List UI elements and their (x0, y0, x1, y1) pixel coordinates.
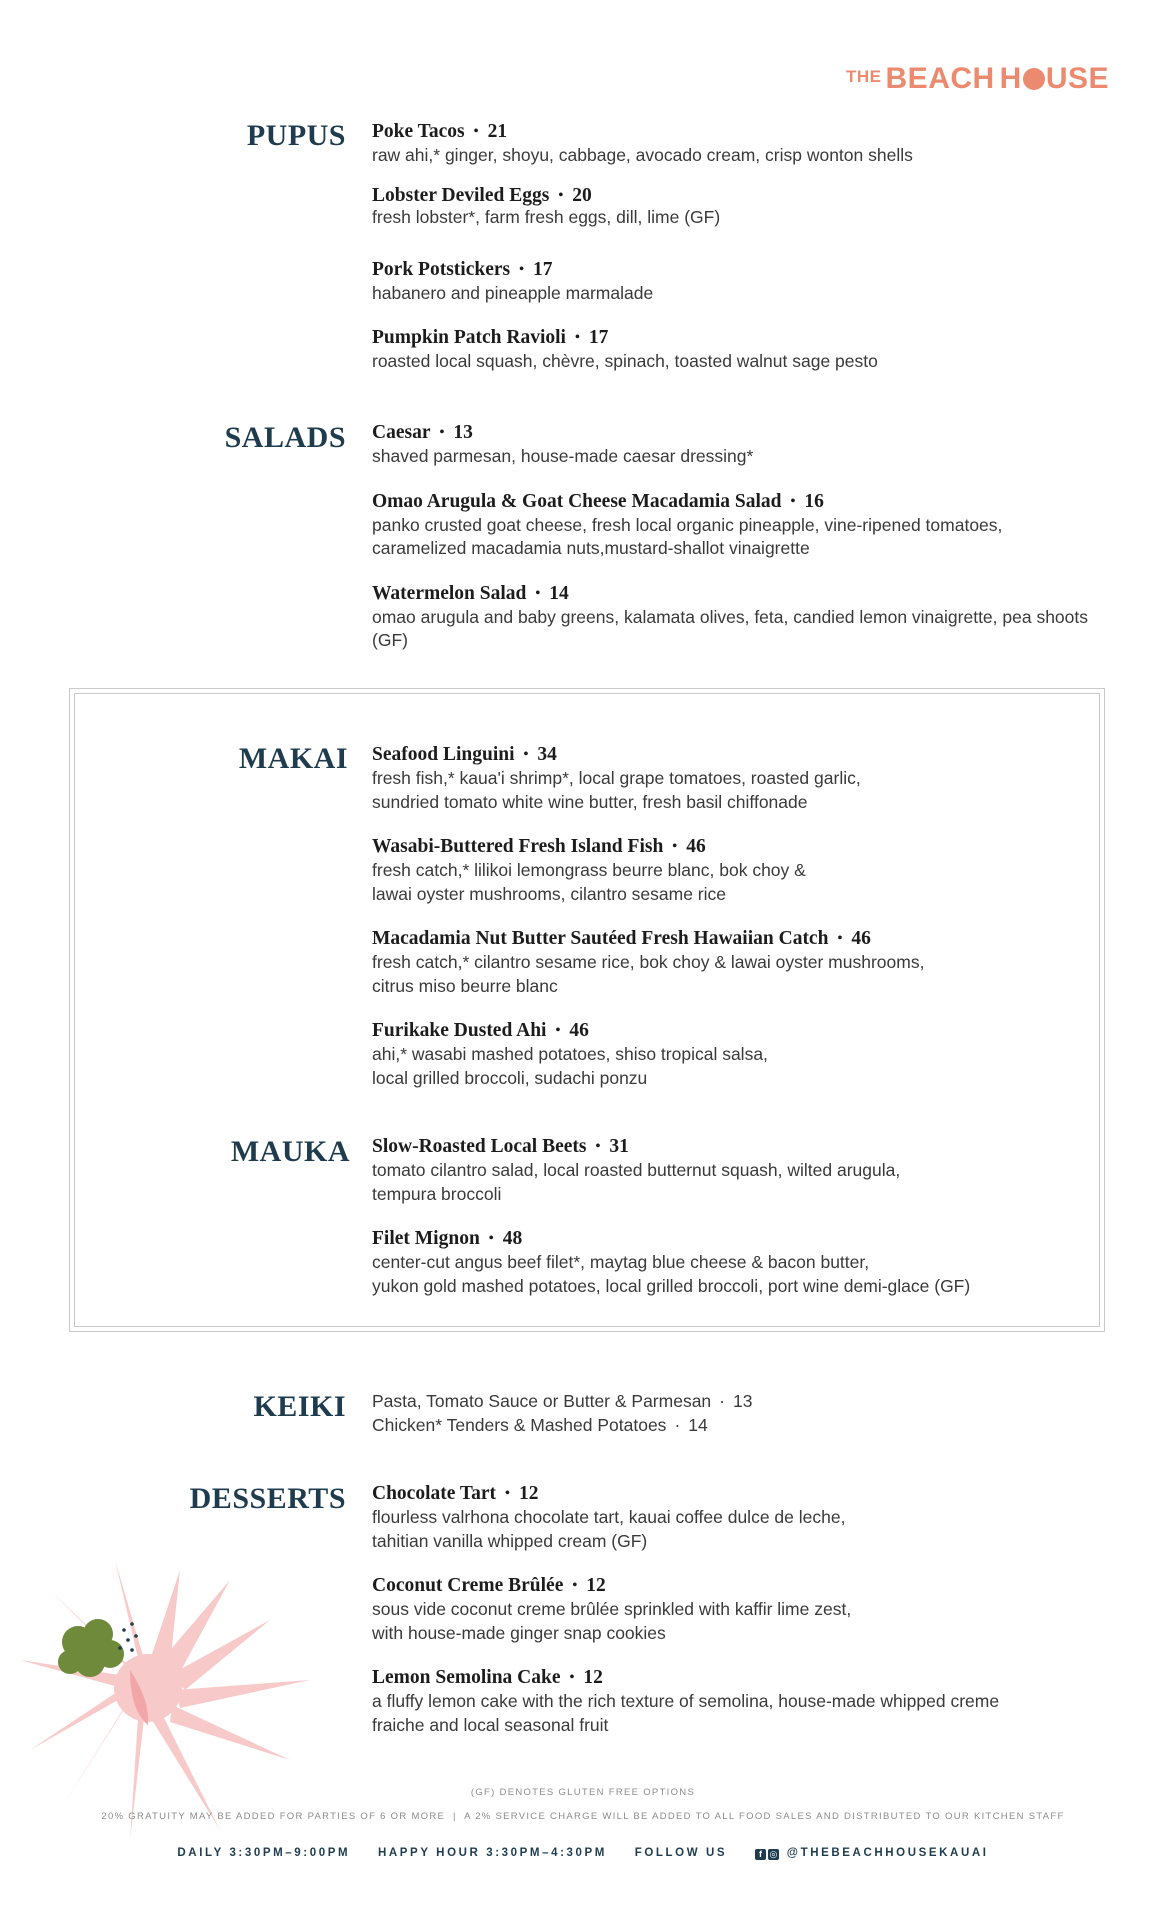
shell-icon (1023, 68, 1045, 90)
menu-item: Lemon Semolina Cake • 12 a fluffy lemon cake with the rich texture of semolina, house-made whipped creme fraiche and local seasonal fruit (372, 1666, 1092, 1737)
item-desc: roasted local squash, chèvre, spinach, toasted walnut sage pesto (372, 351, 878, 371)
logo-beach: BEACH (885, 62, 995, 95)
item-desc: tempura broccoli (372, 1183, 502, 1204)
item-desc: a fluffy lemon cake with the rich texture of semolina, house-made whipped creme (372, 1691, 1000, 1711)
item-price: 46 (569, 1020, 589, 1041)
menu-item: Coconut Creme Brûlée • 12 sous vide coconut creme brûlée sprinkled with kaffir lime zest, with house-made ginger snap cookies (372, 1574, 1092, 1645)
item-desc: center-cut angus beef filet*, maytag blue cheese & bacon butter, (372, 1252, 870, 1272)
footer-follow: FOLLOW US (634, 1847, 728, 1859)
item-price: 13 (453, 422, 473, 443)
item-price: 48 (502, 1228, 523, 1249)
item-price: 20 (572, 184, 592, 206)
item-desc: fresh catch,* cilantro sesame rice, bok choy & lawai oyster mushrooms, (372, 952, 925, 972)
footer-happy-hour: HAPPY HOUR 3:30PM–4:30PM (377, 1847, 607, 1859)
item-name: Chocolate Tart (372, 1483, 497, 1504)
section-heading: MAUKA (230, 1135, 350, 1168)
item-name: Filet Mignon (372, 1228, 480, 1249)
item-desc: shaved parmesan, house-made caesar dressing* (372, 446, 754, 466)
menu-item: Pork Potstickers • 17 habanero and pineapple marmalade (372, 258, 1092, 306)
instagram-icon[interactable]: ◎ (769, 1849, 778, 1859)
menu-item: Pumpkin Patch Ravioli • 17 roasted local squash, chèvre, spinach, toasted walnut sage pesto (372, 326, 1092, 374)
item-desc: fraiche and local seasonal fruit (372, 1714, 609, 1735)
menu-item: Chocolate Tart • 12 flourless valrhona chocolate tart, kauai coffee dulce de leche, tahitian vanilla whipped cream (GF) (372, 1482, 1092, 1553)
section-heading: SALADS (224, 421, 346, 454)
leaf-cluster (58, 1619, 124, 1677)
item-name: Pasta, Tomato Sauce or Butter & Parmesan (372, 1391, 712, 1411)
item-desc: panko crusted goat cheese, fresh local organic pineapple, vine-ripened tomatoes, caramelized macadamia nuts,mustard-shallot vinaigrette (372, 514, 1003, 558)
item-desc: tahitian vanilla whipped cream (GF) (372, 1530, 648, 1551)
item-price: 17 (533, 258, 553, 280)
item-desc: fresh catch,* lilikoi lemongrass beurre blanc, bok choy & (372, 860, 806, 880)
item-name: Macadamia Nut Butter Sautéed Fresh Hawaiian Catch (372, 928, 829, 949)
menu-item: Omao Arugula & Goat Cheese Macadamia Salad • 16 panko crusted goat cheese, fresh local organic pineapple, vine-ripened tomatoes, caramelized macadamia nuts,mustard-shallot vinaigrette (372, 490, 1092, 561)
section-heading: KEIKI (253, 1390, 346, 1423)
item-desc: citrus miso beurre blanc (372, 975, 558, 996)
item-desc: local grilled broccoli, sudachi ponzu (372, 1067, 648, 1088)
item-name: Chicken* Tenders & Mashed Potatoes (372, 1414, 667, 1435)
seed-dots (118, 1622, 138, 1652)
item-name: Coconut Creme Brûlée (372, 1575, 564, 1596)
section-heading: PUPUS (246, 119, 346, 152)
item-desc: ahi,* wasabi mashed potatoes, shiso tropical salsa, (372, 1044, 768, 1064)
palm-leaf-decoration (20, 1560, 310, 1840)
item-desc: sundried tomato white wine butter, fresh basil chiffonade (372, 791, 808, 812)
section-heading: MAKAI (238, 742, 348, 775)
menu-item: Filet Mignon • 48 center-cut angus beef filet*, maytag blue cheese & bacon butter, yukon gold mashed potatoes, local grilled broccoli, port wine demi-glace (GF) (372, 1227, 1092, 1298)
item-desc: tomato cilantro salad, local roasted butternut squash, wilted arugula, (372, 1160, 901, 1180)
item-desc: raw ahi,* ginger, shoyu, cabbage, avocado cream, crisp wonton shells (372, 145, 913, 165)
item-price: 12 (518, 1483, 539, 1504)
item-desc: with house-made ginger snap cookies (372, 1622, 666, 1643)
menu-item: Lobster Deviled Eggs • 20 fresh lobster*, farm fresh eggs, dill, lime (GF) (372, 184, 1092, 227)
menu-item: Seafood Linguini • 34 fresh fish,* kaua'i shrimp*, local grape tomatoes, roasted garlic, sundried tomato white wine butter, fresh basil chiffonade (372, 743, 1092, 814)
menu-item: Caesar • 13 shaved parmesan, house-made caesar dressing* (372, 421, 1092, 469)
item-name: Omao Arugula & Goat Cheese Macadamia Salad (372, 490, 782, 512)
item-desc: omao arugula and baby greens, kalamata olives, feta, candied lemon vinaigrette, pea shoots (GF) (372, 606, 1089, 650)
plumeria-decoration (20, 1550, 320, 1850)
menu-item: Slow-Roasted Local Beets • 31 tomato cilantro salad, local roasted butternut squash, wilted arugula, tempura broccoli (372, 1135, 1092, 1206)
footer (0, 1847, 1166, 1860)
item-desc: habanero and pineapple marmalade (372, 282, 654, 303)
item-price: 14 (549, 582, 569, 604)
item-price: 31 (609, 1136, 629, 1157)
menu-item: Macadamia Nut Butter Sautéed Fresh Hawaiian Catch • 46 fresh catch,* cilantro sesame rice, bok choy & lawai oyster mushrooms, citrus miso beurre blanc (372, 927, 1092, 998)
item-price: 46 (686, 836, 706, 857)
item-name: Caesar (372, 422, 431, 443)
facebook-icon[interactable]: f (755, 1849, 766, 1860)
item-desc: lawai oyster mushrooms, cilantro sesame rice (372, 883, 727, 904)
item-price: 13 (733, 1391, 753, 1411)
brand-logo (846, 62, 1109, 96)
item-price: 21 (487, 121, 508, 142)
logo-the: THE (846, 67, 882, 86)
footer-handle[interactable]: @THEBEACHHOUSEKAUAI (786, 1847, 989, 1859)
item-price: 16 (804, 490, 824, 512)
item-name: Pumpkin Patch Ravioli (372, 327, 566, 348)
logo-house-rest: USE (1045, 62, 1109, 95)
item-name: Slow-Roasted Local Beets (372, 1136, 587, 1157)
item-desc: flourless valrhona chocolate tart, kauai coffee dulce de leche, (372, 1507, 846, 1527)
gluten-free-note: (GF) DENOTES GLUTEN FREE OPTIONS (470, 1787, 696, 1798)
item-name: Pork Potstickers (372, 258, 511, 280)
item-price: 14 (688, 1414, 708, 1435)
menu-item: Furikake Dusted Ahi • 46 ahi,* wasabi mashed potatoes, shiso tropical salsa, local grilled broccoli, sudachi ponzu (372, 1019, 1092, 1090)
keiki-item: Chicken* Tenders & Mashed Potatoes · 14 (372, 1414, 708, 1435)
menu-item: Watermelon Salad • 14 omao arugula and baby greens, kalamata olives, feta, candied lemon vinaigrette, pea shoots (GF) (372, 582, 1092, 653)
item-desc: yukon gold mashed potatoes, local grilled broccoli, port wine demi-glace (GF) (372, 1275, 971, 1296)
item-name: Lobster Deviled Eggs (372, 184, 550, 206)
logo-house-h: H (999, 62, 1022, 95)
gratuity-note: 20% GRATUITY MAY BE ADDED FOR PARTIES OF 6 OR MORE | A 2% SERVICE CHARGE WILL BE ADDED TO ALL FOOD SALES AND DISTRIBUTED TO OUR KITCHEN STAFF (101, 1811, 1065, 1822)
item-desc: fresh fish,* kaua'i shrimp*, local grape tomatoes, roasted garlic, (372, 768, 861, 788)
item-name: Poke Tacos (372, 121, 465, 142)
item-name: Seafood Linguini (372, 744, 515, 765)
item-name: Wasabi-Buttered Fresh Island Fish (372, 836, 664, 857)
item-price: 12 (586, 1575, 606, 1596)
item-price: 34 (537, 744, 557, 765)
item-price: 17 (588, 327, 609, 348)
item-price: 12 (583, 1667, 603, 1688)
menu-item: Poke Tacos • 21 raw ahi,* ginger, shoyu, cabbage, avocado cream, crisp wonton shells (372, 120, 1092, 168)
item-desc: sous vide coconut creme brûlée sprinkled with kaffir lime zest, (372, 1599, 852, 1619)
menu-item: Wasabi-Buttered Fresh Island Fish • 46 fresh catch,* lilikoi lemongrass beurre blanc, bok choy & lawai oyster mushrooms, cilantro sesame rice (372, 835, 1092, 906)
item-name: Watermelon Salad (372, 582, 527, 604)
item-name: Furikake Dusted Ahi (372, 1020, 547, 1041)
item-price: 46 (851, 928, 871, 949)
footer-hours: DAILY 3:30PM–9:00PM (177, 1847, 351, 1859)
item-desc: fresh lobster*, farm fresh eggs, dill, lime (GF) (372, 206, 721, 227)
keiki-item: Pasta, Tomato Sauce or Butter & Parmesan · 13 (372, 1391, 753, 1411)
section-heading: DESSERTS (189, 1482, 346, 1515)
item-name: Lemon Semolina Cake (372, 1667, 561, 1688)
